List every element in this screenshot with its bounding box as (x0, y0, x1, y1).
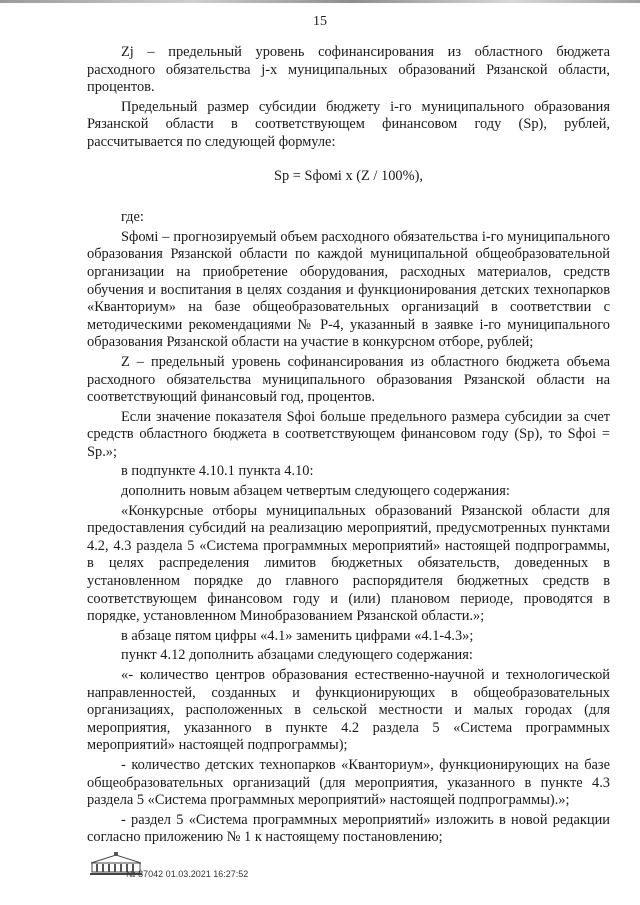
paragraph-z: Z – предельный уровень софинансирования из областного бюджета объема расходного обязательства муниципального образования Рязанской области на соответствующий финансовый год, процентов. (87, 353, 610, 406)
paragraph-point-4-12: пункт 4.12 дополнить абзацами следующего содержания: (121, 647, 473, 664)
paragraph-add-fourth: дополнить новым абзацем четвертым следующего содержания: (121, 483, 510, 500)
formula: Sp = Sфомi x (Z / 100%), (274, 167, 423, 184)
paragraph-sfomi: Sфомi – прогнозируемый объем расходного обязательства i-го муниципального образования Рязанской области по каждой муниципальной общеобразовательной организации на приобретение оборудования, расходных материалов, средств обучения и воспитания в целях создания и функционирования детских технопарков «Кванториум» на базе общеобразовательных организаций в соответствии с методическими рекомендациями № Р-4, указанный в заявке i-го муниципального образования Рязанской области на участие в конкурсном отборе, рублей; (87, 228, 610, 351)
registration-stamp: № 87042 01.03.2021 16:27:52 (126, 869, 249, 879)
document-body (87, 44, 610, 849)
paragraph-replace-digits: в абзаце пятом цифры «4.1» заменить цифрами «4.1-4.3»; (121, 627, 474, 644)
page-number: 15 (313, 14, 327, 29)
paragraph-zj: Zj – предельный уровень софинансирования из областного бюджета расходного обязательства j-х муниципальных образований Рязанской области, процентов. (87, 44, 610, 96)
footer (88, 851, 448, 887)
paragraph-where: где: (121, 209, 144, 226)
paragraph-subsidy-size: Предельный размер субсидии бюджету i-го муниципального образования Рязанской области в соответствующем финансовом году (Sp), рублей, рассчитывается по следующей формуле: (87, 98, 610, 150)
paragraph-competitive-selection: «Конкурсные отборы муниципальных образований Рязанской области для предоставления субсидий на реализацию мероприятий, предусмотренных пунктами 4.2, 4.3 раздела 5 «Система программных мероприятий» настоящей подпрограммы, в целях распределения лимитов бюджетных обязательств, доведенных в установленном порядке до главного распорядителя бюджетных средств в соответствующем финансовом году и (или) плановом периоде, проводятся в порядке, установленном Минобразованием Рязанской области.»; (87, 502, 610, 625)
paragraph-subpoint-4-10-1: в подпункте 4.10.1 пункта 4.10: (121, 463, 314, 480)
paragraph-centers-count: «- количество центров образования естественно-научной и технологической направленностей, созданных и функционирующих в общеобразовательных организациях, расположенных в сельской местности и малых городах (для мероприятия, указанного в пункте 4.2 раздела 5 «Система программных мероприятий» настоящей подпрограммы); (87, 667, 610, 754)
paragraph-technoparks-count: - количество детских технопарков «Кванториум», функционирующих на базе общеобразовательных организаций (для мероприятия, указанного в пункте 4.3 раздела 5 «Система программных мероприятий» настоящей подпрограммы).»; (87, 756, 610, 809)
scan-edge (0, 0, 640, 3)
paragraph-section-5: - раздел 5 «Система программных мероприятий» изложить в новой редакции согласно приложению № 1 к настоящему постановлению; (87, 811, 610, 846)
paragraph-sfoi-condition: Если значение показателя Sфоi больше предельного размера субсидии за счет средств областного бюджета в соответствующем финансовом году (Sp), то Sфоi = Sp.»; (87, 408, 610, 460)
